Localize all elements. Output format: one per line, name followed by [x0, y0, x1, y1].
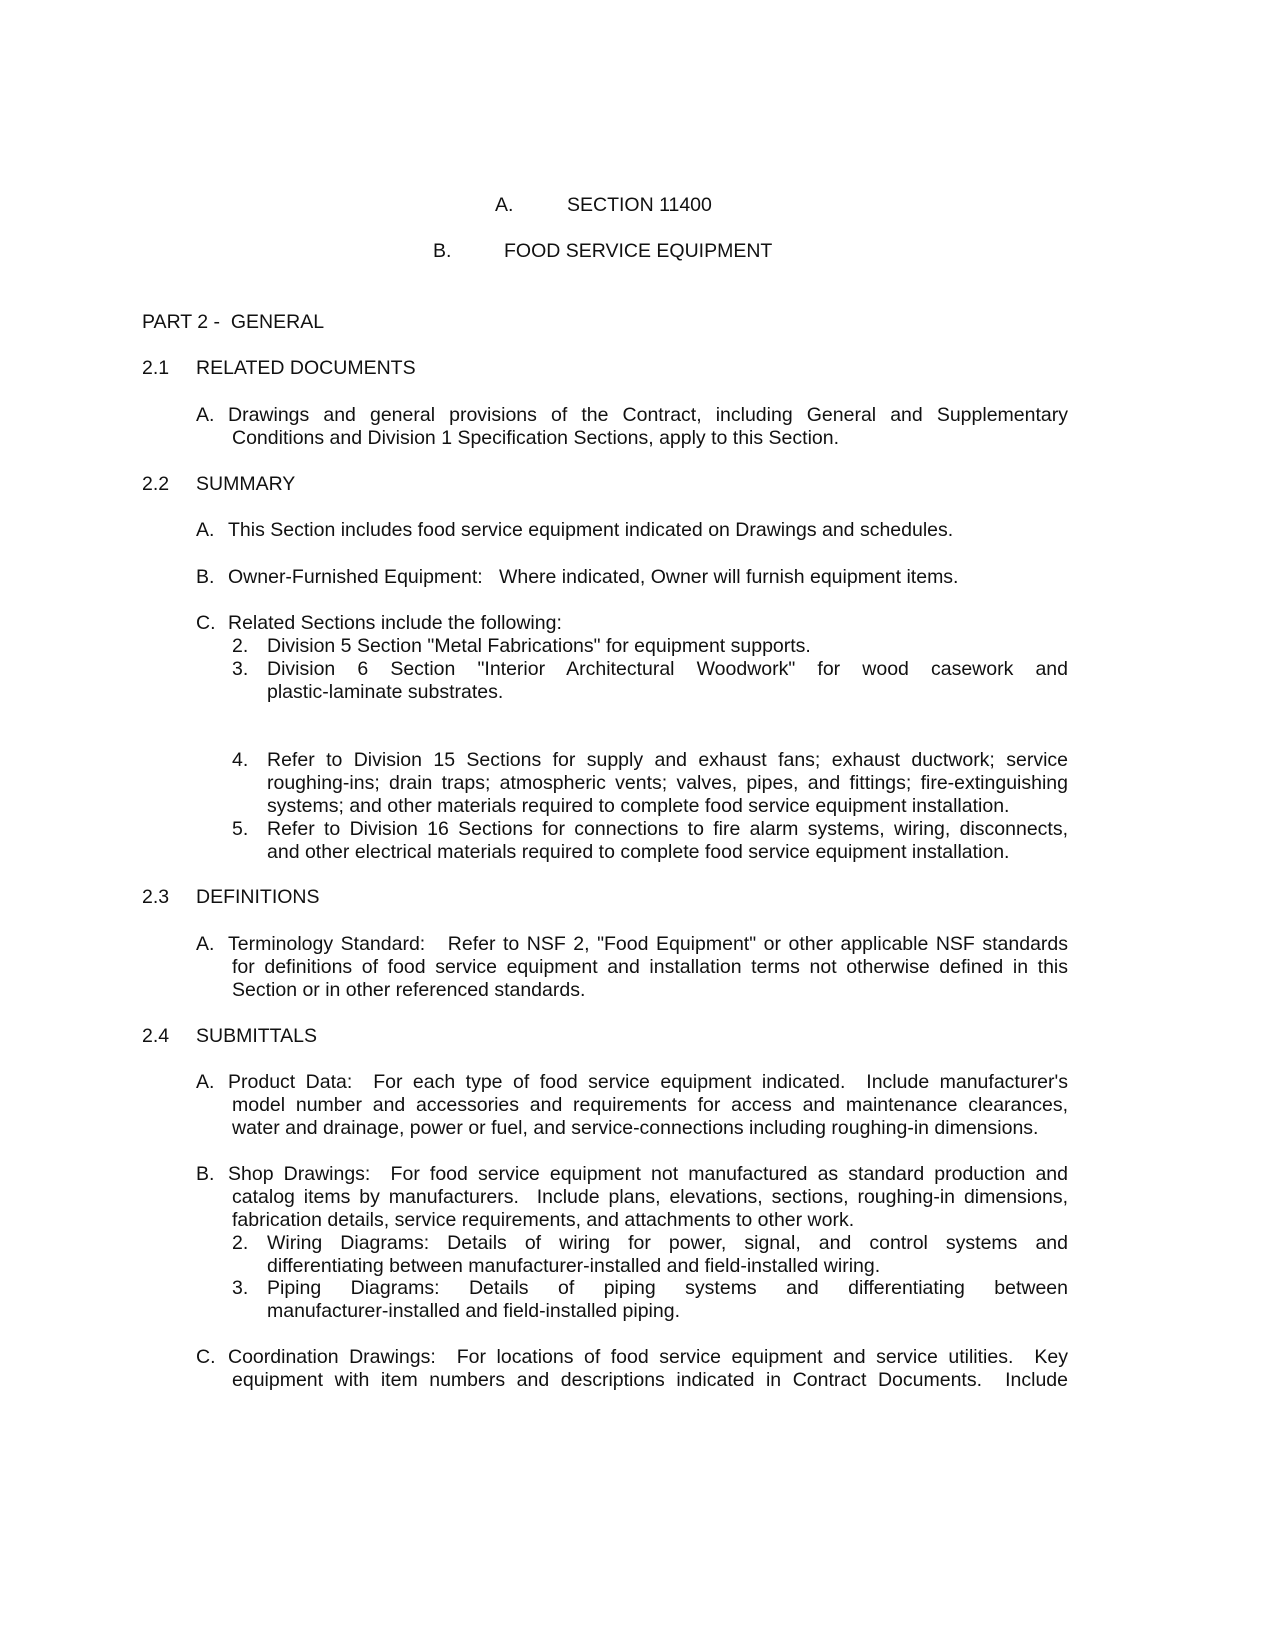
subitem-number: 3.: [232, 1277, 249, 1299]
header-marker-a: A.: [495, 194, 514, 216]
subitem-line: Refer to Division 16 Sections for connections to fire alarm systems, wiring, disconnects,: [267, 818, 1068, 840]
paragraph-marker: A.: [196, 404, 215, 426]
paragraph-line: for definitions of food service equipment and installation terms not otherwise defined in this: [232, 956, 1068, 978]
article-title: SUMMARY: [196, 473, 296, 495]
section-title: FOOD SERVICE EQUIPMENT: [504, 240, 773, 262]
paragraph-line: equipment with item numbers and descriptions indicated in Contract Documents. Include: [232, 1369, 1068, 1391]
paragraph-marker: A.: [196, 933, 215, 955]
paragraph-marker: B.: [196, 1163, 215, 1185]
subitem-line: roughing-ins; drain traps; atmospheric vents; valves, pipes, and fittings; fire-extinguishing: [267, 772, 1068, 794]
paragraph-marker: B.: [196, 566, 215, 588]
paragraph-line: Coordination Drawings: For locations of food service equipment and service utilities. Key: [228, 1346, 1068, 1368]
paragraph-line: Drawings and general provisions of the Contract, including General and Supplementary: [228, 404, 1068, 426]
subitem-line: differentiating between manufacturer-installed and field-installed wiring.: [267, 1255, 881, 1277]
section-number: SECTION 11400: [567, 194, 712, 216]
paragraph-line: This Section includes food service equipment indicated on Drawings and schedules.: [228, 519, 954, 541]
subitem-number: 4.: [232, 749, 249, 771]
subitem-line: manufacturer-installed and field-installed piping.: [267, 1300, 680, 1322]
subitem-line: Division 5 Section "Metal Fabrications" for equipment supports.: [267, 635, 811, 657]
article-title: SUBMITTALS: [196, 1025, 317, 1047]
subitem-line: Division 6 Section "Interior Architectural Woodwork" for wood casework and: [267, 658, 1068, 680]
subitem-line: Refer to Division 15 Sections for supply and exhaust fans; exhaust ductwork; service: [267, 749, 1068, 771]
paragraph-marker: C.: [196, 1346, 216, 1368]
paragraph-line: Product Data: For each type of food service equipment indicated. Include manufacturer's: [228, 1071, 1068, 1093]
paragraph-line: Terminology Standard: Refer to NSF 2, "Food Equipment" or other applicable NSF standards: [228, 933, 1068, 955]
article-number: 2.2: [142, 473, 170, 495]
paragraph-line: model number and accessories and requirements for access and maintenance clearances,: [232, 1094, 1068, 1116]
paragraph-line: fabrication details, service requirements, and attachments to other work.: [232, 1209, 855, 1231]
paragraph-line: Owner-Furnished Equipment: Where indicated, Owner will furnish equipment items.: [228, 566, 959, 588]
article-number: 2.1: [142, 357, 170, 379]
paragraph-line: water and drainage, power or fuel, and service-connections including roughing-in dimensions.: [232, 1117, 1039, 1139]
subitem-line: systems; and other materials required to complete food service equipment installation.: [267, 795, 1010, 817]
paragraph-line: Shop Drawings: For food service equipment not manufactured as standard production and: [228, 1163, 1068, 1185]
subitem-line: plastic-laminate substrates.: [267, 681, 504, 703]
subitem-number: 2.: [232, 1232, 249, 1254]
subitem-line: Wiring Diagrams: Details of wiring for power, signal, and control systems and: [267, 1232, 1068, 1254]
subitem-number: 3.: [232, 658, 249, 680]
subitem-number: 2.: [232, 635, 249, 657]
paragraph-marker: A.: [196, 519, 215, 541]
header-marker-b: B.: [433, 240, 452, 262]
subitem-line: Piping Diagrams: Details of piping systems and differentiating between: [267, 1277, 1068, 1299]
part-heading: PART 2 - GENERAL: [142, 311, 325, 333]
paragraph-line: catalog items by manufacturers. Include plans, elevations, sections, roughing-in dimensions,: [232, 1186, 1068, 1208]
paragraph-line: Conditions and Division 1 Specification Sections, apply to this Section.: [232, 427, 840, 449]
paragraph-line: Section or in other referenced standards.: [232, 979, 586, 1001]
article-number: 2.3: [142, 886, 170, 908]
subitem-line: and other electrical materials required to complete food service equipment installation.: [267, 841, 1010, 863]
paragraph-marker: C.: [196, 612, 216, 634]
article-title: DEFINITIONS: [196, 886, 320, 908]
paragraph-marker: A.: [196, 1071, 215, 1093]
article-number: 2.4: [142, 1025, 170, 1047]
paragraph-line: Related Sections include the following:: [228, 612, 562, 634]
article-title: RELATED DOCUMENTS: [196, 357, 416, 379]
subitem-number: 5.: [232, 818, 249, 840]
